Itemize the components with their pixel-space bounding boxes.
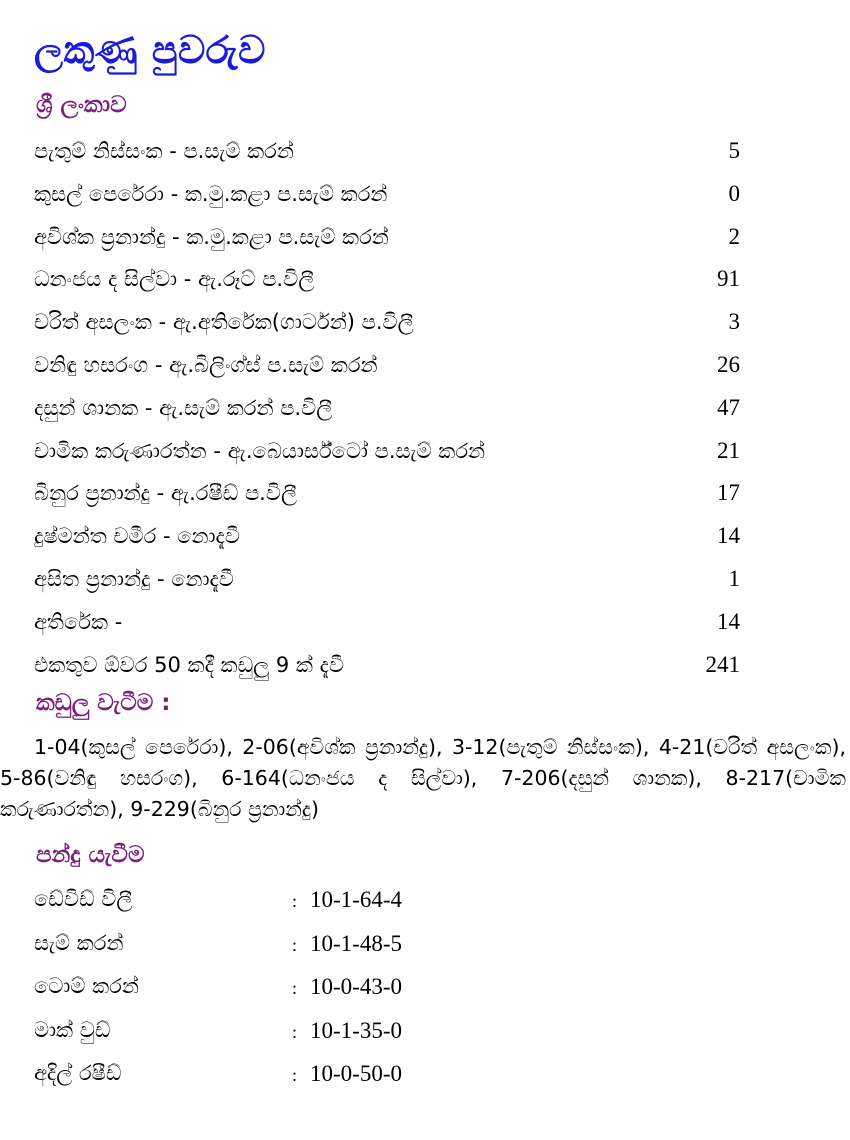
- batting-row: [34, 216, 740, 259]
- batting-row: [34, 344, 740, 387]
- bowler-figures: 10-1-48-5: [310, 930, 402, 956]
- bowler-figures: 10-1-35-0: [310, 1017, 402, 1043]
- batsman-runs: 47: [717, 394, 740, 420]
- batsman-dismissal: දසුන් ශානක - ඇ.සැම් කරන් ප.විලී: [34, 395, 333, 420]
- batsman-runs: 14: [717, 608, 740, 634]
- bowler-figures-cell: [292, 922, 402, 966]
- bowler-name: සැම් කරන්: [34, 930, 124, 955]
- bowler-name: ඩේවිඩ් විලී: [34, 887, 133, 911]
- batsman-runs: 26: [717, 351, 740, 377]
- batsman-runs: 3: [728, 309, 740, 335]
- batsman-dismissal: ධනංජය ද සිල්වා - ඇ.රූට් ප.විලී: [34, 267, 315, 292]
- bowling-row: [34, 965, 534, 1009]
- batting-row: [34, 301, 740, 344]
- bowler-figures: 10-0-50-0: [310, 1061, 402, 1086]
- batting-row: [34, 173, 740, 216]
- bowler-figures: 10-0-43-0: [310, 974, 402, 999]
- batsman-dismissal: අතිරේක -: [34, 609, 123, 634]
- team-heading: ශ්‍රී ලංකාව: [36, 92, 127, 118]
- batsman-dismissal: චරිත් අසලංක - ඇ.අතිරේක(ගාර්ටන්) ප.විලී: [34, 310, 414, 335]
- bowling-row: [34, 922, 534, 966]
- batsman-dismissal: එකතුව ඕවර 50 කදී කඩුලු 9 ක් දැවී: [34, 652, 345, 677]
- batsman-runs: 2: [728, 223, 740, 249]
- batting-row: [34, 515, 740, 558]
- batting-row: [34, 430, 740, 473]
- bowler-name: ටොම් කරන්: [34, 974, 139, 998]
- bowler-figures-cell: [292, 1009, 402, 1053]
- bowling-row: [34, 878, 534, 922]
- batsman-dismissal: කුසල් පෙරේරා - ක.මු.කළා ප.සැම් කරන්: [34, 181, 388, 206]
- batsman-dismissal: අවිශ්ක ප්‍රනාන්දු - ක.මු.කළා ප.සැම් කරන්: [34, 224, 389, 249]
- colon-separator: :: [292, 978, 298, 998]
- bowling-row: [34, 1052, 534, 1096]
- bowler-figures-cell: [292, 1052, 402, 1096]
- fow-heading: කඩුලු වැටීම :: [36, 690, 171, 716]
- bowler-figures-cell: [292, 965, 402, 1009]
- batsman-runs: 0: [728, 180, 740, 206]
- batsman-runs: 5: [728, 138, 740, 163]
- colon-separator: :: [292, 891, 298, 911]
- bowler-name: මාක් වුඩ්: [34, 1017, 111, 1042]
- batsman-dismissal: වනිඳු හසරංග - ඇ.බිලිංග්ස් ප.සැම් කරන්: [34, 352, 378, 377]
- batting-row: [34, 558, 740, 601]
- batsman-runs: 14: [717, 523, 740, 549]
- batsman-dismissal: බිනුර ප්‍රනාන්දු - ඇ.රෂීඩ් ප.විලී: [34, 481, 297, 506]
- colon-separator: :: [292, 934, 298, 955]
- batting-row: [34, 130, 740, 173]
- bowling-list: [34, 878, 534, 1096]
- colon-separator: :: [292, 1021, 298, 1042]
- batting-row: [34, 258, 740, 301]
- batsman-runs: 91: [717, 266, 740, 292]
- batsman-runs: 21: [717, 437, 740, 463]
- bowler-name: අදිල් රෂීඩ්: [34, 1061, 122, 1085]
- batsman-dismissal: පැතුම් නිස්සංක - ප.සැම් කරන්: [34, 139, 294, 163]
- fall-of-wickets-text: 1-04(කුසල් පෙරේරා), 2-06(අවිශ්ක ප්‍රනාන්දු), 3-12(පැතුම් නිස්සංක), 4-21(චරිත් අසලංක), 5-86(වනිඳු හසරංග), 6-164(ධනංජය ද සිල්වා), 7-206(දසුන් ශානක), 8-217(චාමික කරුණාරත්න), 9-229(බිනුර ප්‍රනාන්දු): [0, 735, 846, 821]
- batting-row: [34, 644, 740, 687]
- batsman-dismissal: දුෂ්මන්ත චමීර - නොදැවී: [34, 524, 240, 549]
- batsman-runs: 17: [717, 480, 740, 506]
- batsman-dismissal: අසිත ප්‍රනාන්දු - නොදැවී: [34, 566, 234, 591]
- bowler-figures: 10-1-64-4: [310, 887, 402, 912]
- batting-row: [34, 387, 740, 430]
- bowler-figures-cell: [292, 878, 402, 922]
- bowling-row: [34, 1009, 534, 1053]
- bowling-heading: පන්දු යැවීම: [36, 842, 145, 868]
- batsman-dismissal: චාමික කරුණාරත්න - ඇ.බෙයාර්ස්ටෝ ප.සැම් කරන්: [34, 438, 486, 463]
- batsman-runs: 241: [705, 651, 740, 677]
- batting-list: [34, 130, 740, 686]
- batsman-runs: 1: [728, 565, 740, 591]
- batting-row: [34, 601, 740, 644]
- batting-row: [34, 472, 740, 515]
- colon-separator: :: [292, 1065, 298, 1085]
- page-title: ලකුණු පුවරුව: [34, 28, 266, 72]
